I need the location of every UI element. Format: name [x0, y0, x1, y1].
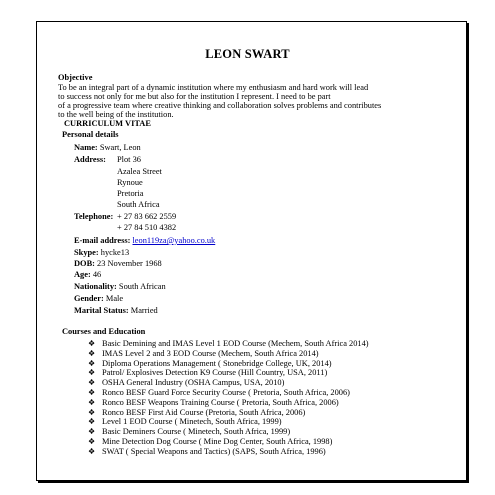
email-row [74, 236, 215, 246]
bullet-icon: ❖ [88, 358, 96, 368]
gender-value: Male [105, 294, 124, 303]
list-item: ❖ Mine Detection Dog Course ( Mine Dog Center, South Africa, 1998) [88, 436, 333, 446]
list-item: ❖ Ronco BESF Guard Force Security Course ( Pretoria, South Africa, 2006) [88, 387, 350, 397]
name-value: Swart, Leon [99, 143, 141, 152]
list-item: ❖ Basic Demining and IMAS Level 1 EOD Course (Mechem, South Africa 2014) [88, 339, 369, 348]
gender-row [74, 294, 123, 304]
bullet-icon: ❖ [88, 387, 96, 397]
page-title: LEON SWART [205, 47, 290, 61]
dob-label: DOB: [74, 259, 95, 268]
courses-list [88, 339, 369, 457]
bullet-icon: ❖ [88, 417, 96, 427]
address-line: Azalea Street [117, 167, 162, 176]
objective-line: To be an integral part of a dynamic institution where my enthusiasm and hard work will lead [58, 83, 369, 92]
telephone-label: Telephone: [74, 212, 114, 221]
name-label: Name: [74, 143, 98, 152]
age-label: Age: [74, 270, 91, 279]
address-label: Address: [74, 155, 106, 164]
list-item: ❖ Patrol/ Explosives Detection K9 Course (Hill Country, USA, 2011) [88, 368, 328, 378]
age-row [74, 270, 101, 280]
bullet-icon: ❖ [88, 378, 96, 388]
objective-line: to the well being of the institution. [58, 109, 174, 119]
dob-row [74, 259, 162, 269]
objective-text [58, 84, 448, 120]
courses-heading: Courses and Education [62, 327, 146, 336]
list-item: ❖ SWAT ( Special Weapons and Tactics) (SAPS, South Africa, 1996) [88, 446, 326, 456]
address-line: Pretoria [117, 189, 144, 198]
bullet-icon: ❖ [88, 368, 96, 378]
list-item: ❖ Level 1 EOD Course ( Minetech, South Africa, 1999) [88, 417, 282, 427]
nationality-value: South African [118, 282, 166, 291]
bullet-icon: ❖ [88, 436, 96, 446]
bullet-icon: ❖ [88, 348, 96, 358]
gender-label: Gender: [74, 294, 104, 303]
name-row [74, 143, 141, 153]
marital-value: Married [130, 306, 158, 315]
personal-details-heading: Personal details [62, 130, 119, 139]
objective-line: to success not only for me but also for the institution I represent. I need to be part [58, 91, 331, 101]
cv-heading: CURRICULUM VITAE [64, 119, 151, 128]
list-item: ❖ Diploma Operations Management ( Stonebridge College, UK, 2014) [88, 358, 332, 368]
bullet-icon: ❖ [88, 397, 96, 407]
address-line: South Africa [117, 200, 160, 209]
skype-row [74, 248, 129, 258]
age-value: 46 [92, 270, 102, 279]
skype-label: Skype: [74, 248, 99, 257]
address-line: Plot 36 [117, 155, 141, 164]
bullet-icon: ❖ [88, 446, 96, 456]
dob-value: 23 November 1968 [97, 259, 162, 268]
list-item: ❖ OSHA General Industry (OSHA Campus, USA, 2010) [88, 378, 285, 388]
skype-value: hycke13 [100, 248, 130, 257]
list-item: ❖ IMAS Level 2 and 3 EOD Course (Mechem, South Africa 2014) [88, 348, 319, 358]
marital-label: Marital Status: [74, 306, 129, 315]
nationality-label: Nationality: [74, 282, 117, 291]
email-label: E-mail address: [74, 236, 131, 245]
address-line: Rynoue [117, 178, 143, 187]
telephone-number: + 27 84 510 4382 [117, 223, 177, 232]
objective-heading: Objective [58, 73, 93, 82]
list-item: ❖ Ronco BESF First Aid Course (Pretoria, South Africa, 2006) [88, 407, 306, 417]
email-link[interactable]: leon119za@yahoo.co.uk [132, 236, 216, 245]
bullet-icon: ❖ [88, 427, 96, 437]
bullet-icon: ❖ [88, 339, 96, 348]
nationality-row [74, 282, 166, 292]
list-item: ❖ Ronco BESF Weapons Training Course ( Pretoria, South Africa, 2006) [88, 397, 339, 407]
bullet-icon: ❖ [88, 407, 96, 417]
list-item: ❖ Basic Deminers Course ( Minetech, South Africa, 1999) [88, 427, 291, 437]
marital-row [74, 306, 158, 316]
objective-line: of a progressive team where creative thinking and collaboration solves problems and contributes [58, 100, 382, 110]
telephone-number: + 27 83 662 2559 [117, 212, 177, 221]
